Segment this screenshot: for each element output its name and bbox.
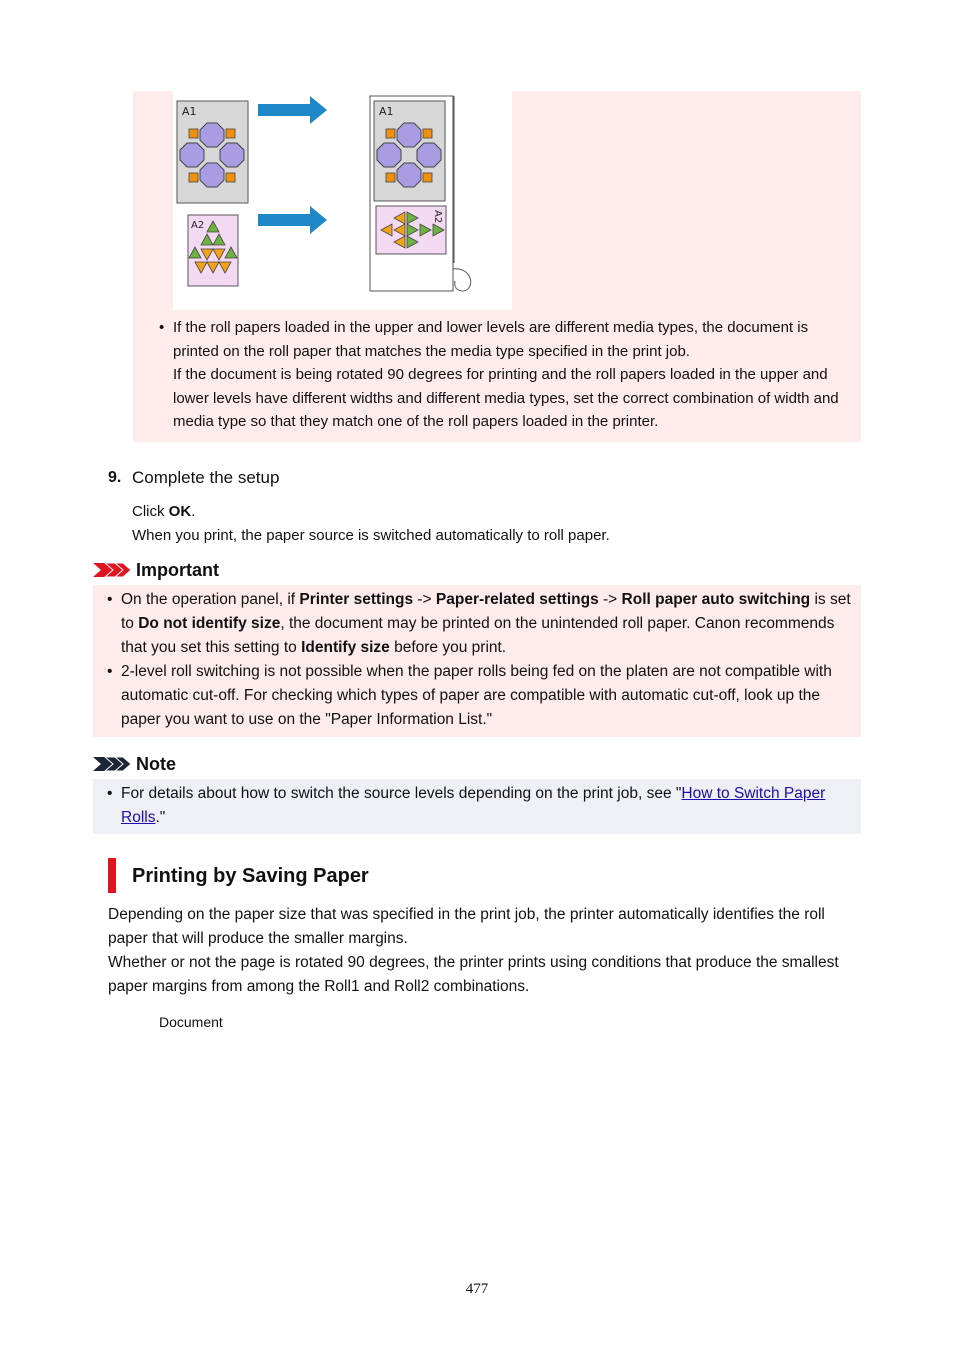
media-type-text-2: If the document is being rotated 90 degrees for printing and the roll papers loaded in the upper and lower levels have different widths and different media types, set the correct combination of width and media type so that they match one of the roll papers loaded in the printer. (173, 366, 839, 430)
a1-label-right: A1 (379, 105, 394, 118)
media-type-text-1: If the roll papers loaded in the upper and lower levels are different media types, the document is printed on the roll paper that matches the media type specified in the print job. (173, 319, 809, 360)
section-body (108, 903, 858, 999)
section-accent-bar (108, 858, 116, 893)
page-number: 477 (465, 1281, 489, 1297)
section-paragraph: Whether or not the page is rotated 90 degrees, the printer prints using conditions that produce the smallest paper margins from among the Roll1 and Roll2 combinations. (108, 954, 839, 995)
document-label: Document (159, 1014, 223, 1030)
arrow-right-icon (258, 206, 327, 234)
a2-label-left: A2 (191, 220, 205, 231)
step-number: 9. (108, 469, 122, 486)
media-type-bullet (159, 316, 845, 434)
arrow-right-icon (258, 96, 327, 124)
note-item: • For details about how to switch the source levels depending on the print job, see "How to Switch Paper Rolls." (121, 782, 857, 830)
step-body-text: When you print, the paper source is switched automatically to roll paper. (132, 527, 610, 544)
step-title: Complete the setup (132, 468, 280, 487)
important-heading (93, 557, 219, 583)
how-to-switch-paper-rolls-link[interactable]: How to Switch Paper Rolls (121, 785, 826, 826)
important-item: • On the operation panel, if Printer settings -> Paper-related settings -> Roll paper auto switching is set to Do not identify size, the document may be printed on the unintended roll paper. Canon recommends that you set this setting to Identify size before you print. (121, 588, 857, 660)
important-list (121, 588, 857, 732)
bullet-dot: • (159, 319, 165, 336)
important-item: • 2-level roll switching is not possible when the paper rolls being fed on the platen are not compatible with automatic cut-off. For checking which types of paper are compatible with automatic cut-off, look up the paper you want to use on the "Paper Information List." (121, 660, 857, 732)
section-title: Printing by Saving Paper (132, 865, 369, 887)
click-suffix: . (191, 503, 196, 520)
step-body (132, 500, 852, 548)
click-prefix: Click (132, 503, 169, 520)
illustration-svg (173, 91, 512, 310)
roll-switch-illustration (173, 91, 512, 310)
roll-paper-output (370, 96, 471, 291)
important-label: Important (136, 559, 219, 580)
note-chevrons-icon (93, 756, 131, 772)
a1-label-left: A1 (182, 105, 197, 118)
section-paragraph: Depending on the paper size that was specified in the print job, the printer automatically identifies the roll paper that will produce the smaller margins. (108, 906, 825, 947)
ok-text: OK (168, 503, 192, 520)
note-heading (93, 751, 176, 777)
a2-label-right: A2 (432, 210, 443, 224)
note-label: Note (136, 753, 176, 774)
note-list (121, 782, 857, 830)
important-chevrons-icon (93, 562, 131, 578)
